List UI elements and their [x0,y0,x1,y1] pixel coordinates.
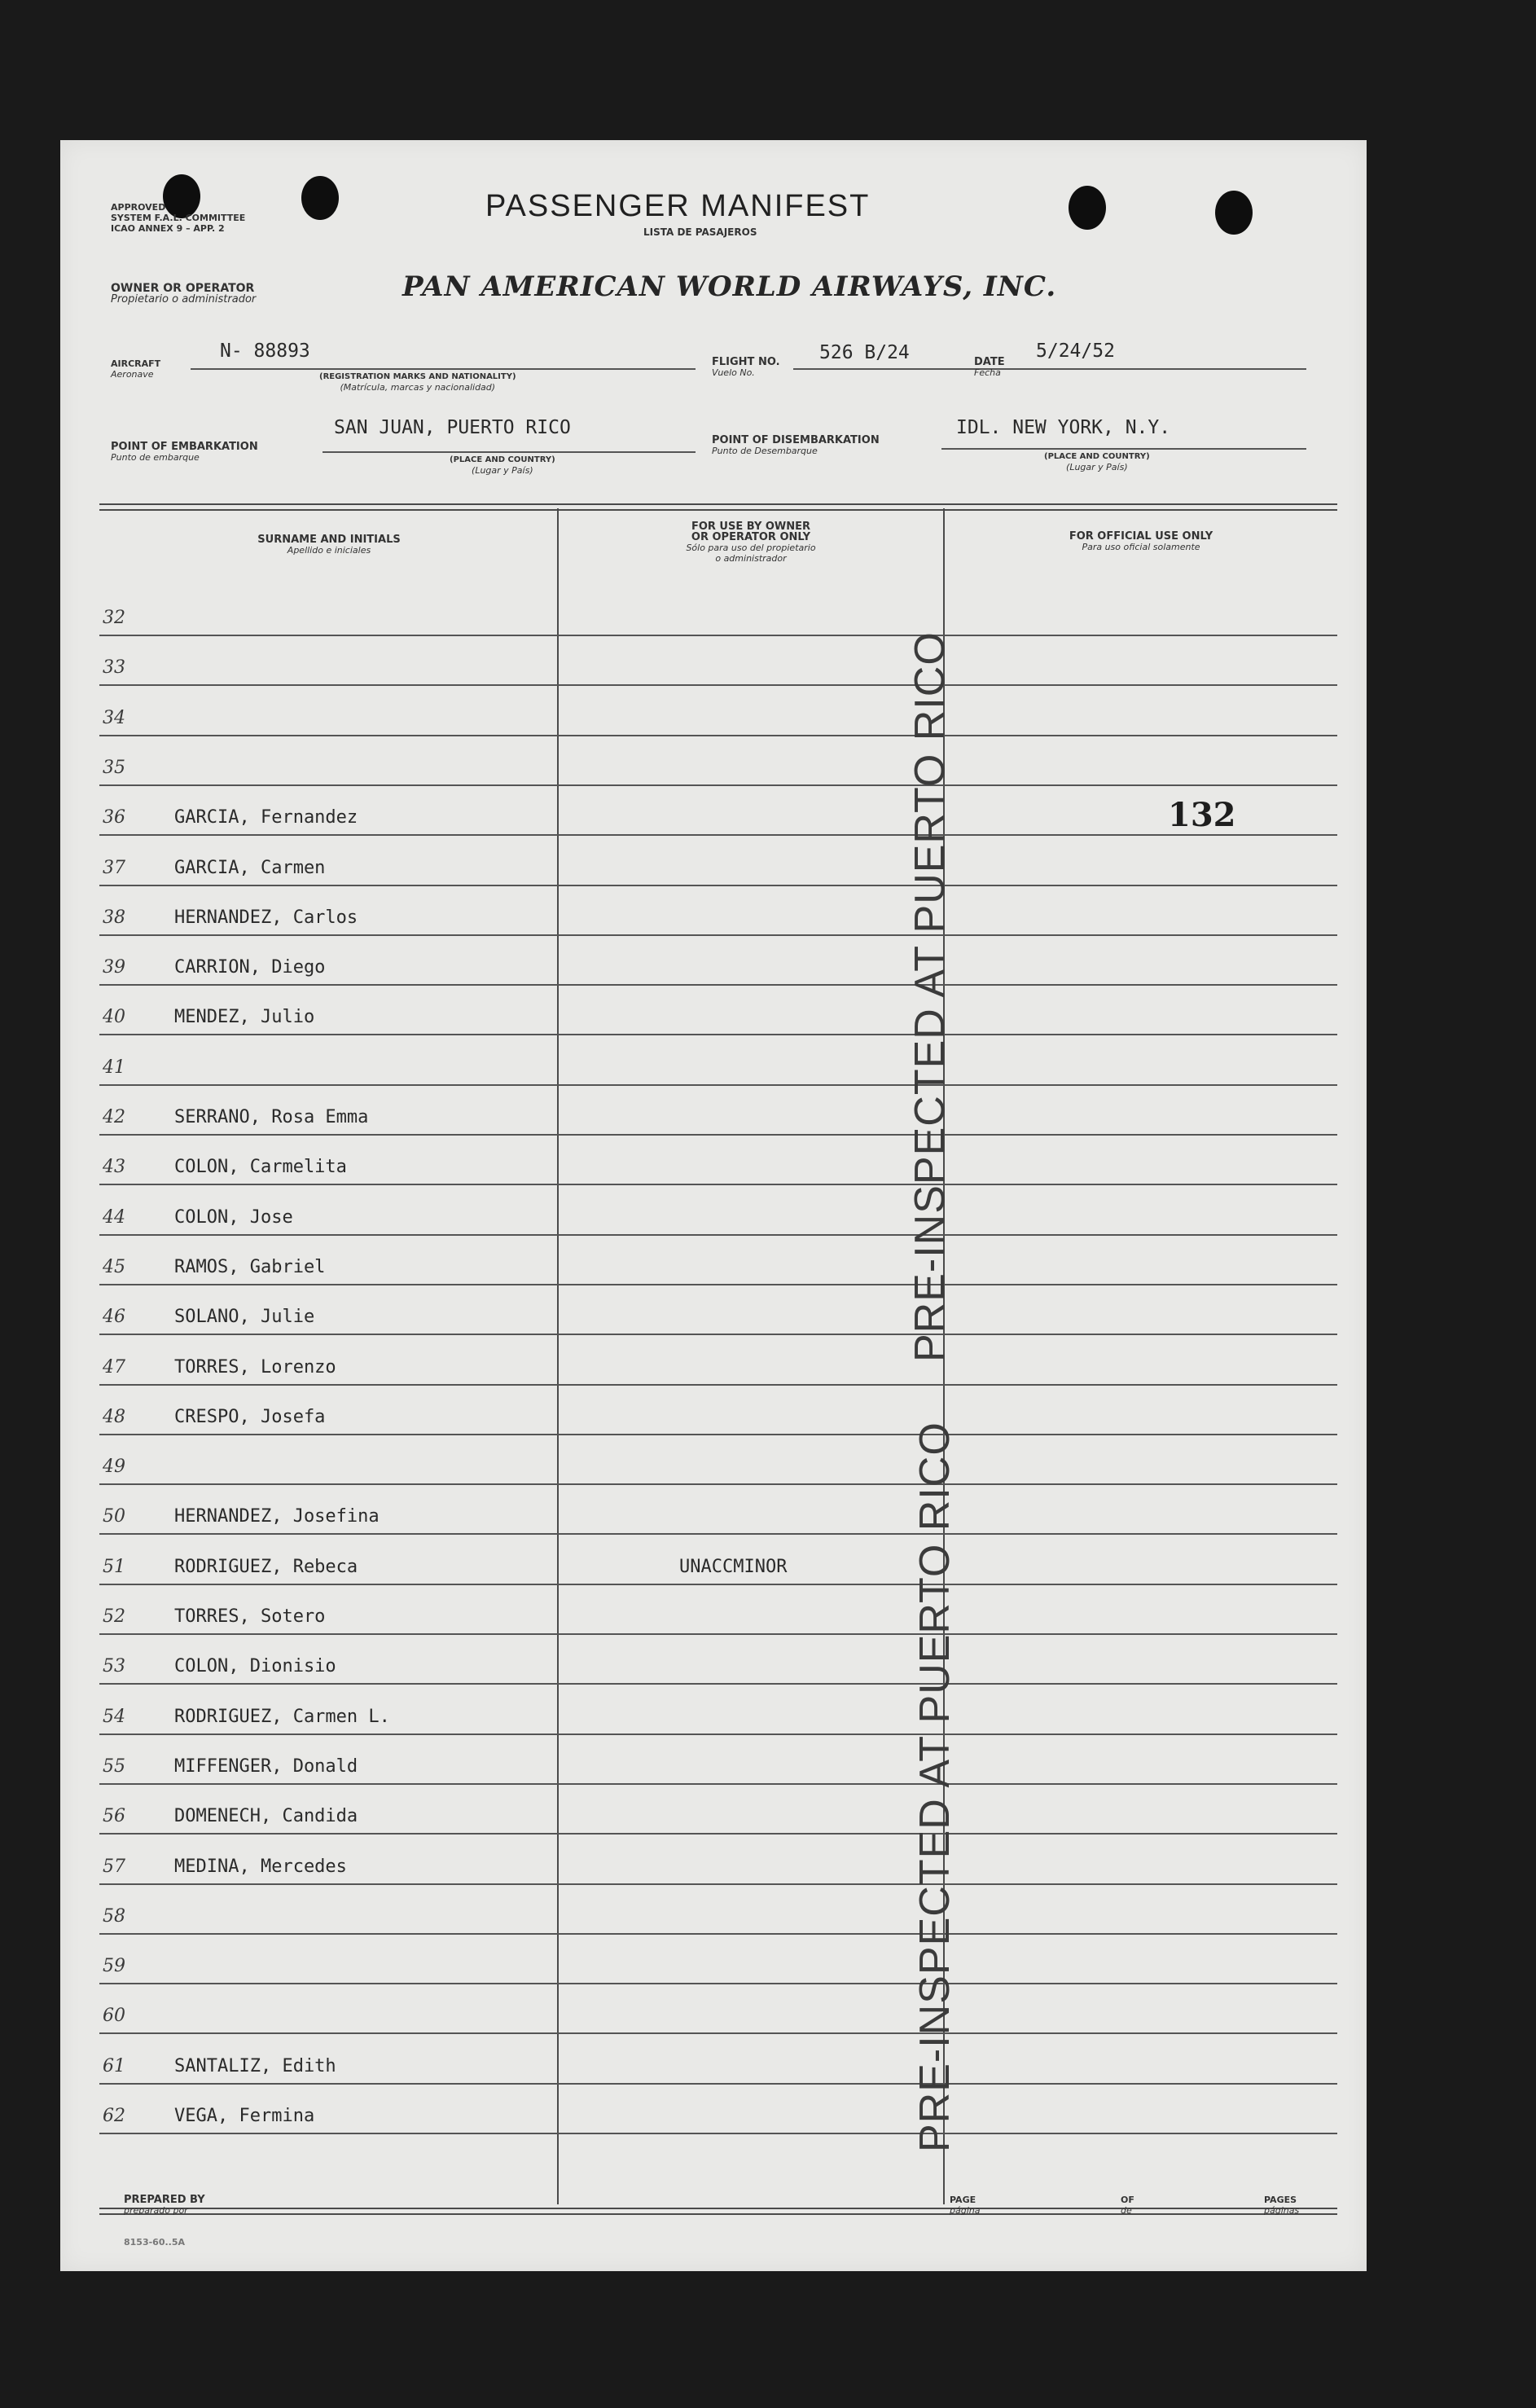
passenger-name: SERRANO, Rosa Emma [174,1107,369,1127]
page-label-es: página [950,2205,981,2216]
page-title: PASSENGER MANIFEST [485,189,871,223]
embarkation-label: POINT OF EMBARKATION [111,441,258,453]
col-head-official-es: Para uso oficial solamente [1082,542,1200,552]
disembarkation-note-en: (PLACE AND COUNTRY) [1044,452,1150,461]
row-number: 46 [103,1307,125,1328]
table-row [60,936,1367,986]
date-line [1013,368,1306,370]
airline-name: PAN AMERICAN WORLD AIRWAYS, INC. [402,270,1057,303]
row-number: 33 [103,657,125,679]
official-use-value: 132 [1168,796,1236,835]
table-row [60,1236,1367,1285]
row-number: 54 [103,1706,125,1727]
passenger-name: CRESPO, Josefa [174,1406,326,1427]
passenger-name: RODRIGUEZ, Rebeca [174,1556,358,1577]
embarkation-note-en: (PLACE AND COUNTRY) [450,455,555,464]
date-value: 5/24/52 [1036,341,1115,362]
page-label-block [950,2195,980,2216]
prepared-by-label: PREPARED BY [124,2194,205,2206]
row-number: 51 [103,1556,125,1577]
prepared-by-block [124,2195,205,2216]
table-row [60,1935,1367,1984]
table-row [60,1036,1367,1086]
col-head-surname-en: SURNAME AND INITIALS [257,534,401,546]
passenger-name: MIFFENGER, Donald [174,1755,358,1777]
table-row [60,1585,1367,1635]
col-head-surname [142,534,516,556]
table-row [60,986,1367,1035]
row-number: 40 [103,1007,125,1028]
row-number: 45 [103,1256,125,1277]
col-head-owner-use-2: OR OPERATOR ONLY [691,531,811,543]
col-head-owner-use-es-1: Sólo para uso del propietario [686,543,816,553]
passenger-name: COLON, Jose [174,1206,293,1228]
passenger-name: TORRES, Sotero [174,1606,326,1627]
row-number: 42 [103,1107,125,1127]
row-number: 55 [103,1755,125,1777]
table-row [60,1835,1367,1885]
disembarkation-label-es: Punto de Desembarque [712,446,818,456]
pages-label: PAGES [1264,2195,1297,2205]
approval-line-2: SYSTEM F.A.L. COMMITTEE [111,213,246,223]
preinspected-stamp-1: PRE-INSPECTED AT PUERTO RICO [906,631,954,1362]
aircraft-value: N- 88893 [220,341,310,362]
punch-hole-3 [1069,186,1106,230]
table-row [60,1536,1367,1585]
passenger-name: TORRES, Lorenzo [174,1356,336,1378]
disembarkation-label-block [712,435,880,456]
col-head-official [945,531,1337,552]
passenger-name: COLON, Dionisio [174,1656,336,1677]
manifest-sheet [60,140,1367,2271]
table-row [60,1685,1367,1735]
row-number: 43 [103,1157,125,1178]
owner-label: OWNER OR OPERATOR [111,282,255,295]
table-row [60,1785,1367,1835]
row-number: 59 [103,1956,125,1977]
table-row [60,1136,1367,1185]
col-head-owner-use-es-2: o administrador [715,553,787,564]
col-head-owner-use [559,521,943,564]
row-number: 52 [103,1606,125,1627]
date-label: DATE [974,356,1005,368]
passenger-name: DOMENECH, Candida [174,1806,358,1827]
approval-block [111,202,245,234]
embarkation-label-block [111,442,258,463]
punch-hole-2 [301,176,339,220]
table-row [60,1186,1367,1236]
table-row [60,1635,1367,1685]
table-row [60,1386,1367,1435]
aircraft-note [319,371,516,393]
table-bottom-rule [99,2208,1337,2215]
row-number: 48 [103,1406,125,1427]
aircraft-label-block [111,358,160,380]
table-row [60,837,1367,886]
row-number: 35 [103,757,125,778]
row-number: 49 [103,1457,125,1478]
table-row [60,1885,1367,1935]
of-label-block [1121,2195,1134,2216]
date-label-block [974,357,1005,378]
col-head-official-en: FOR OFFICIAL USE ONLY [1069,530,1213,543]
table-row [60,1086,1367,1136]
table-row [60,1336,1367,1386]
table-top-rule [99,503,1337,511]
aircraft-label: AIRCRAFT [111,358,161,369]
table-row [60,1984,1367,2034]
row-number: 57 [103,1856,125,1877]
row-number: 58 [103,1905,125,1927]
table-row [60,786,1367,836]
passenger-name: RODRIGUEZ, Carmen L. [174,1706,390,1727]
passenger-name: GARCIA, Carmen [174,857,326,878]
passenger-name: HERNANDEZ, Josefina [174,1506,380,1527]
row-number: 34 [103,707,125,728]
page-label: PAGE [950,2195,976,2205]
embarkation-note [450,455,555,476]
passenger-name: HERNANDEZ, Carlos [174,907,358,928]
form-code: 8153-60..5A [124,2237,186,2248]
embarkation-label-es: Punto de embarque [111,452,200,463]
embarkation-note-es: (Lugar y País) [472,465,533,476]
aircraft-label-es: Aeronave [111,369,154,380]
of-label-es: de [1121,2205,1132,2216]
disembarkation-value: IDL. NEW YORK, N.Y. [956,417,1171,438]
approval-line-1: APPROVED [111,202,166,213]
row-rule [99,2133,1337,2134]
date-label-es: Fecha [974,367,1001,378]
approval-line-3: ICAO ANNEX 9 – APP. 2 [111,223,225,234]
page-subtitle: LISTA DE PASAJEROS [643,226,757,238]
preinspected-stamp-2: PRE-INSPECTED AT PUERTO RICO [911,1422,959,2152]
passenger-name: MEDINA, Mercedes [174,1856,347,1877]
flight-label-block [712,357,780,378]
owner-label-block [111,283,256,305]
table-row [60,1435,1367,1485]
col-head-owner-use-1: FOR USE BY OWNER [691,521,811,533]
row-number: 37 [103,857,125,878]
row-number: 47 [103,1356,125,1378]
disembarkation-label: POINT OF DISEMBARKATION [712,434,880,446]
embarkation-line [323,451,696,453]
table-row [60,886,1367,936]
flight-label: FLIGHT NO. [712,356,780,368]
row-number: 38 [103,907,125,928]
aircraft-note-es: (Matrícula, marcas y nacionalidad) [340,382,496,393]
table-row [60,587,1367,636]
col-head-surname-es: Apellido e iniciales [287,545,371,556]
table-row [60,2085,1367,2134]
row-number: 41 [103,1057,125,1078]
table-row [60,1485,1367,1535]
disembarkation-line [941,448,1306,450]
of-label: OF [1121,2195,1134,2205]
table-row [60,1735,1367,1785]
owner-use-note: UNACCMINOR [679,1556,788,1577]
passenger-name: SANTALIZ, Edith [174,2055,336,2076]
aircraft-line [191,368,696,370]
passenger-name: RAMOS, Gabriel [174,1256,326,1277]
aircraft-note-en: (REGISTRATION MARKS AND NATIONALITY) [319,372,516,381]
punch-hole-4 [1215,191,1253,235]
passenger-name: SOLANO, Julie [174,1307,315,1328]
passenger-name: CARRION, Diego [174,957,326,978]
passenger-name: VEGA, Fermina [174,2106,315,2126]
pages-label-block [1264,2195,1299,2216]
prepared-by-label-es: preparado por [124,2205,188,2216]
table-row [60,2035,1367,2085]
embarkation-value: SAN JUAN, PUERTO RICO [334,417,571,438]
passenger-name: GARCIA, Fernandez [174,807,358,828]
passenger-name: COLON, Carmelita [174,1157,347,1178]
owner-label-es: Propietario o administrador [111,293,257,305]
row-number: 56 [103,1806,125,1827]
row-number: 60 [103,2006,125,2027]
table-row [60,736,1367,786]
disembarkation-note [1044,451,1150,472]
row-number: 32 [103,608,125,628]
flight-label-es: Vuelo No. [712,367,755,378]
table-row [60,636,1367,686]
row-number: 61 [103,2055,125,2076]
table-row [60,1285,1367,1335]
row-number: 44 [103,1206,125,1228]
table-row [60,687,1367,736]
row-number: 50 [103,1506,125,1527]
row-number: 62 [103,2106,125,2126]
row-number: 39 [103,957,125,978]
disembarkation-note-es: (Lugar y País) [1066,462,1128,472]
passenger-name: MENDEZ, Julio [174,1007,315,1028]
flight-value: 526 B/24 [819,342,910,363]
pages-label-es: páginas [1264,2205,1300,2216]
row-number: 36 [103,807,125,828]
row-number: 53 [103,1656,125,1677]
